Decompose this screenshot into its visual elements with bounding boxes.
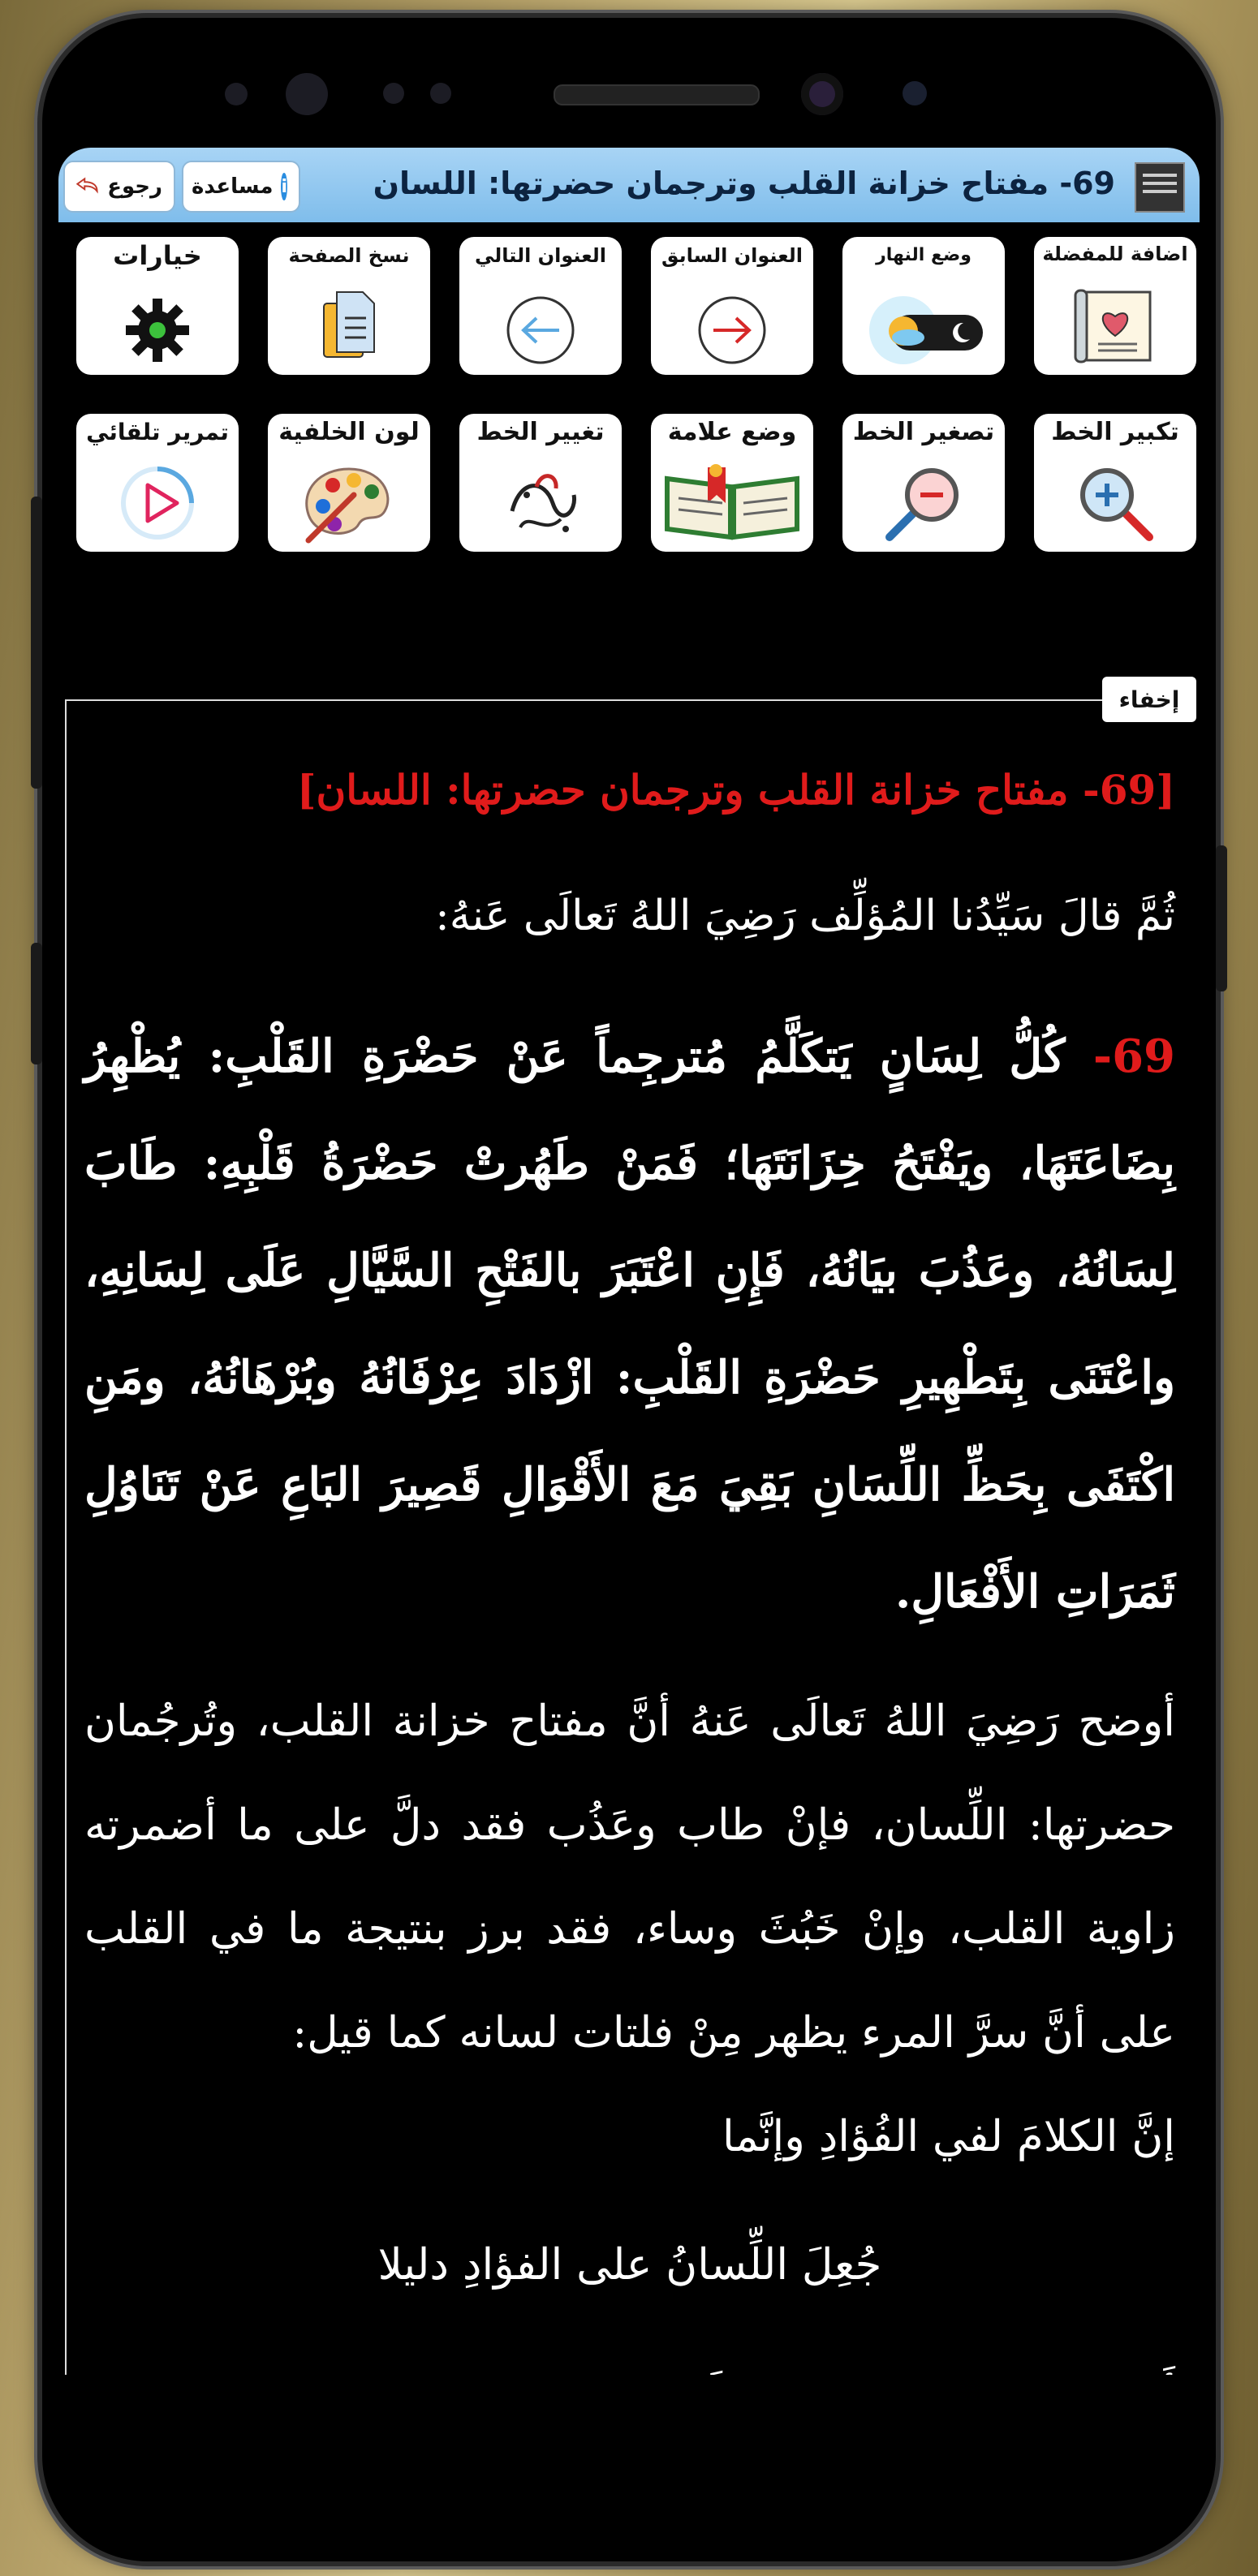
side-button [31,943,42,1064]
help-button[interactable] [182,161,300,213]
back-button[interactable] [63,161,175,213]
commentary-paragraph: أوضح رَضِيَ اللهُ تَعالَى عَنهُ أنَّ مفتاح خزانة القلب، وتُرجُمان حضرتها: اللِّسان، فإنْ طاب وعَذُب فقد دلَّ على ما أضمرته زاوية القلب، وإنْ خَبُثَ وساء، فقد برز بنتيجة ما في القلب على أنَّ سرَّ المرء يظهر مِنْ فلتات لسانه كما قيل: [84,1696,1175,2058]
add-favorite-label: اضافة للمفضلة [1042,243,1188,265]
page-title: 69- مفتاح خزانة القلب وترجمان حضرتها: اللسان [373,166,1115,201]
verse-line-1: إنَّ الكلامَ لفي الفُؤادِ وإنَّما [722,2111,1175,2161]
day-night-toggle-icon [855,286,993,367]
arrow-right-icon [696,294,769,367]
intro-line: ثُمَّ قالَ سَيِّدُنا المُؤلِّف رَضِيَ اللهُ تَعالَى عَنهُ: [435,892,1175,940]
increase-font-label: تكبير الخط [1051,418,1179,446]
power-button [1216,845,1227,991]
decrease-font-button[interactable] [842,414,1005,552]
toolbar [58,222,1200,681]
calligraphy-icon [496,462,585,544]
content-area [65,699,1193,2468]
app-screen [58,131,1200,2468]
back-label: رجوع [107,174,162,199]
zoom-in-icon [1075,462,1156,544]
palette-icon [300,462,398,544]
info-icon: i [281,173,287,200]
title-bar [58,148,1200,222]
set-bookmark-label: وضع علامة [667,418,797,446]
aphorism-text: كُلُّ لِسَانٍ يَتكَلَّمُ مُترجِماً عَنْ حَضْرَةِ القَلْبِ: يُظْهِرُ بِضَاعَتَهَا، ويَفْتَحُ خِزَانَتَهَا؛ فَمَنْ طَهُرتْ حَضْرَةُ قَلْبِهِ: طَابَ لِسَانُهُ، وعَذُبَ بيَانُهُ، فَإِنِ اعْتَبَرَ بالفَتْحِ السَّيَّالِ عَلَى لِسَانِهِ، واعْتَنَى بِتَطْهِيرِ حَضْرَةِ القَلْبِ: ازْدَادَ عِرْفَانُهُ وبُرْهَانُهُ، ومَنِ اكْتَفَى بِحَظِّ اللِّسَانِ بَقِيَ مَعَ الأَقْوَالِ قَصِيرَ البَاعِ عَنْ تَنَاوُلِ ثَمَرَاتِ الأَفْعَالِ. [84,1029,1175,1619]
bookmark-book-icon [1071,286,1160,367]
add-favorite-button[interactable] [1034,237,1196,375]
previous-title-button[interactable] [651,237,813,375]
increase-font-button[interactable] [1034,414,1196,552]
day-mode-toggle[interactable] [842,237,1005,375]
help-label: مساعدة [192,174,274,199]
sensor-dot [430,83,451,104]
previous-title-label: العنوان السابق [661,244,803,267]
gear-icon [121,294,194,367]
auto-scroll-label: تمرير تلقائي [86,419,229,445]
bottom-bezel [58,2375,1200,2468]
background-color-label: لون الخلفية [278,418,420,446]
change-font-button[interactable] [459,414,622,552]
set-bookmark-button[interactable] [651,414,813,552]
change-font-label: تغيير الخط [476,418,605,446]
app-logo-icon [1135,162,1185,213]
aphorism-paragraph [84,1003,1175,1645]
arrow-left-icon [504,294,577,367]
iris-camera [801,73,843,115]
zoom-out-icon [883,462,964,544]
speaker-grille [554,84,760,105]
camera-bar [42,58,1216,140]
options-button[interactable] [76,237,239,375]
next-title-label: العنوان التالي [474,244,607,267]
section-heading: [69- مفتاح خزانة القلب وترجمان حضرتها: اللسان] [296,766,1175,814]
options-label: خيارات [113,240,202,271]
next-title-button[interactable] [459,237,622,375]
background-color-button[interactable] [268,414,430,552]
open-book-icon [659,462,805,544]
decrease-font-label: تصغير الخط [852,418,995,446]
aphorism-number: 69- [1092,1029,1175,1083]
hide-toolbar-button[interactable]: إخفاء [1102,677,1196,722]
sensor-dot [383,83,404,104]
phone-frame [42,18,1216,2561]
back-arrow-icon [76,173,99,200]
copy-page-button[interactable] [268,237,430,375]
play-icon [117,462,198,544]
front-camera [286,73,328,115]
sensor-dot [903,81,927,105]
sensor-dot [225,83,248,105]
volume-button [31,497,42,789]
day-mode-label: وضع النهار [876,245,972,265]
auto-scroll-button[interactable] [76,414,239,552]
verse-line-2: جُعِلَ اللِّسانُ على الفؤادِ دليلا [377,2239,882,2290]
copy-page-icon [312,286,386,367]
copy-page-label: نسخ الصفحة [288,244,410,267]
